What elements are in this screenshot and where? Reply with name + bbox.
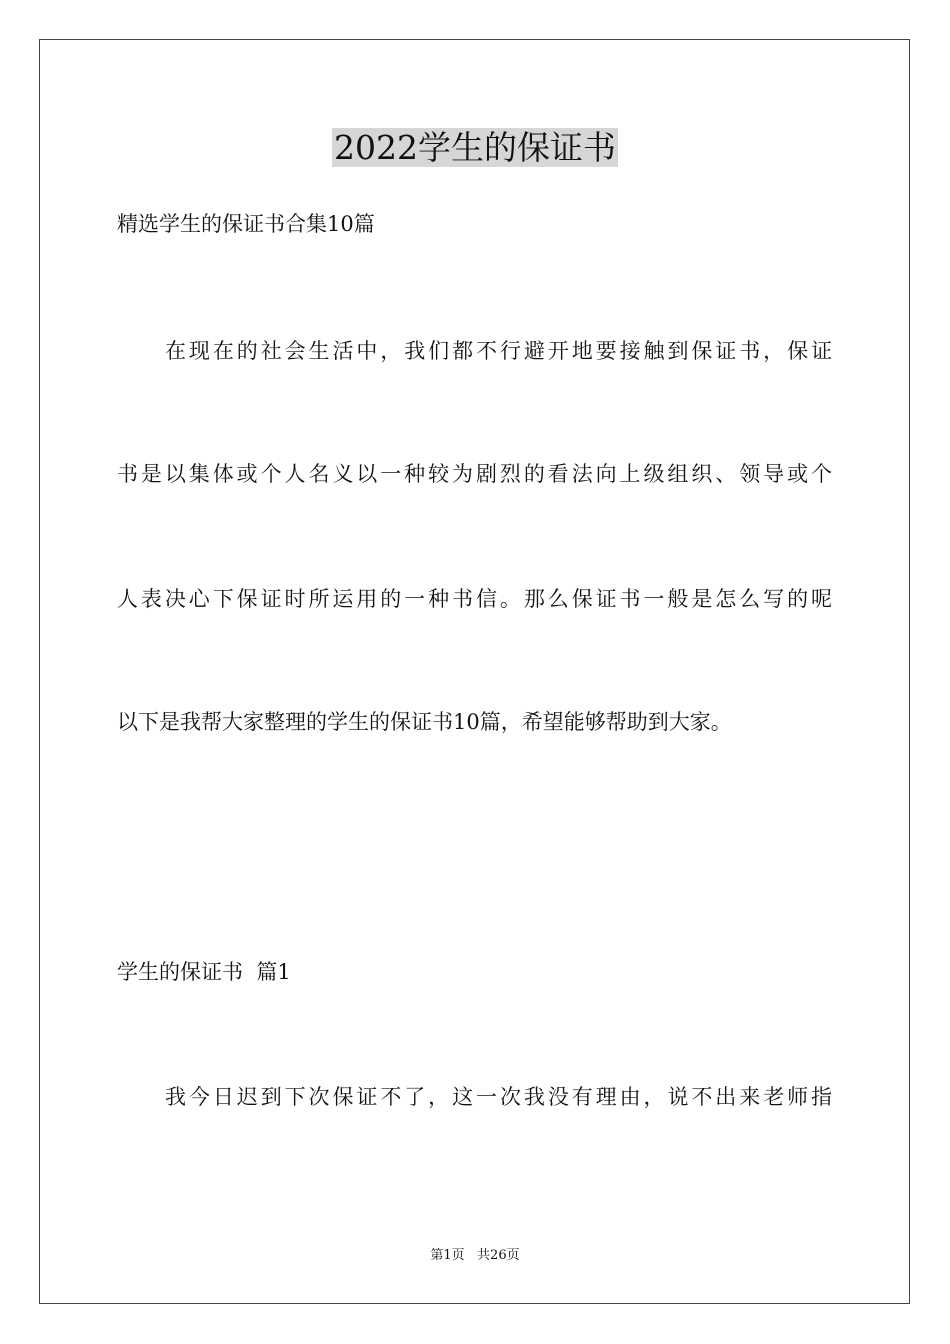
intro-line-1: 在现在的社会生活中，我们都不行避开地要接触到保证书，保证 — [165, 339, 832, 363]
section-paragraph-line-1: 我今日迟到下次保证不了，这一次我没有理由，说不出来老师指 — [165, 1085, 832, 1109]
page-footer: 第1页 共26页 — [430, 1248, 520, 1263]
section-heading: 学生的保证书 篇1 — [117, 960, 291, 984]
document-subtitle: 精选学生的保证书合集10篇 — [117, 212, 375, 236]
document-title-text: 2022学生的保证书 — [334, 128, 616, 167]
document-title — [0, 124, 950, 172]
intro-line-3: 人表决心下保证时所运用的一种书信。那么保证书一般是怎么写的呢 — [117, 587, 832, 611]
intro-line-2: 书是以集体或个人名义以一种较为剧烈的看法向上级组织、领导或个 — [117, 462, 832, 486]
intro-line-4: 以下是我帮大家整理的学生的保证书10篇，希望能够帮助到大家。 — [117, 710, 732, 734]
